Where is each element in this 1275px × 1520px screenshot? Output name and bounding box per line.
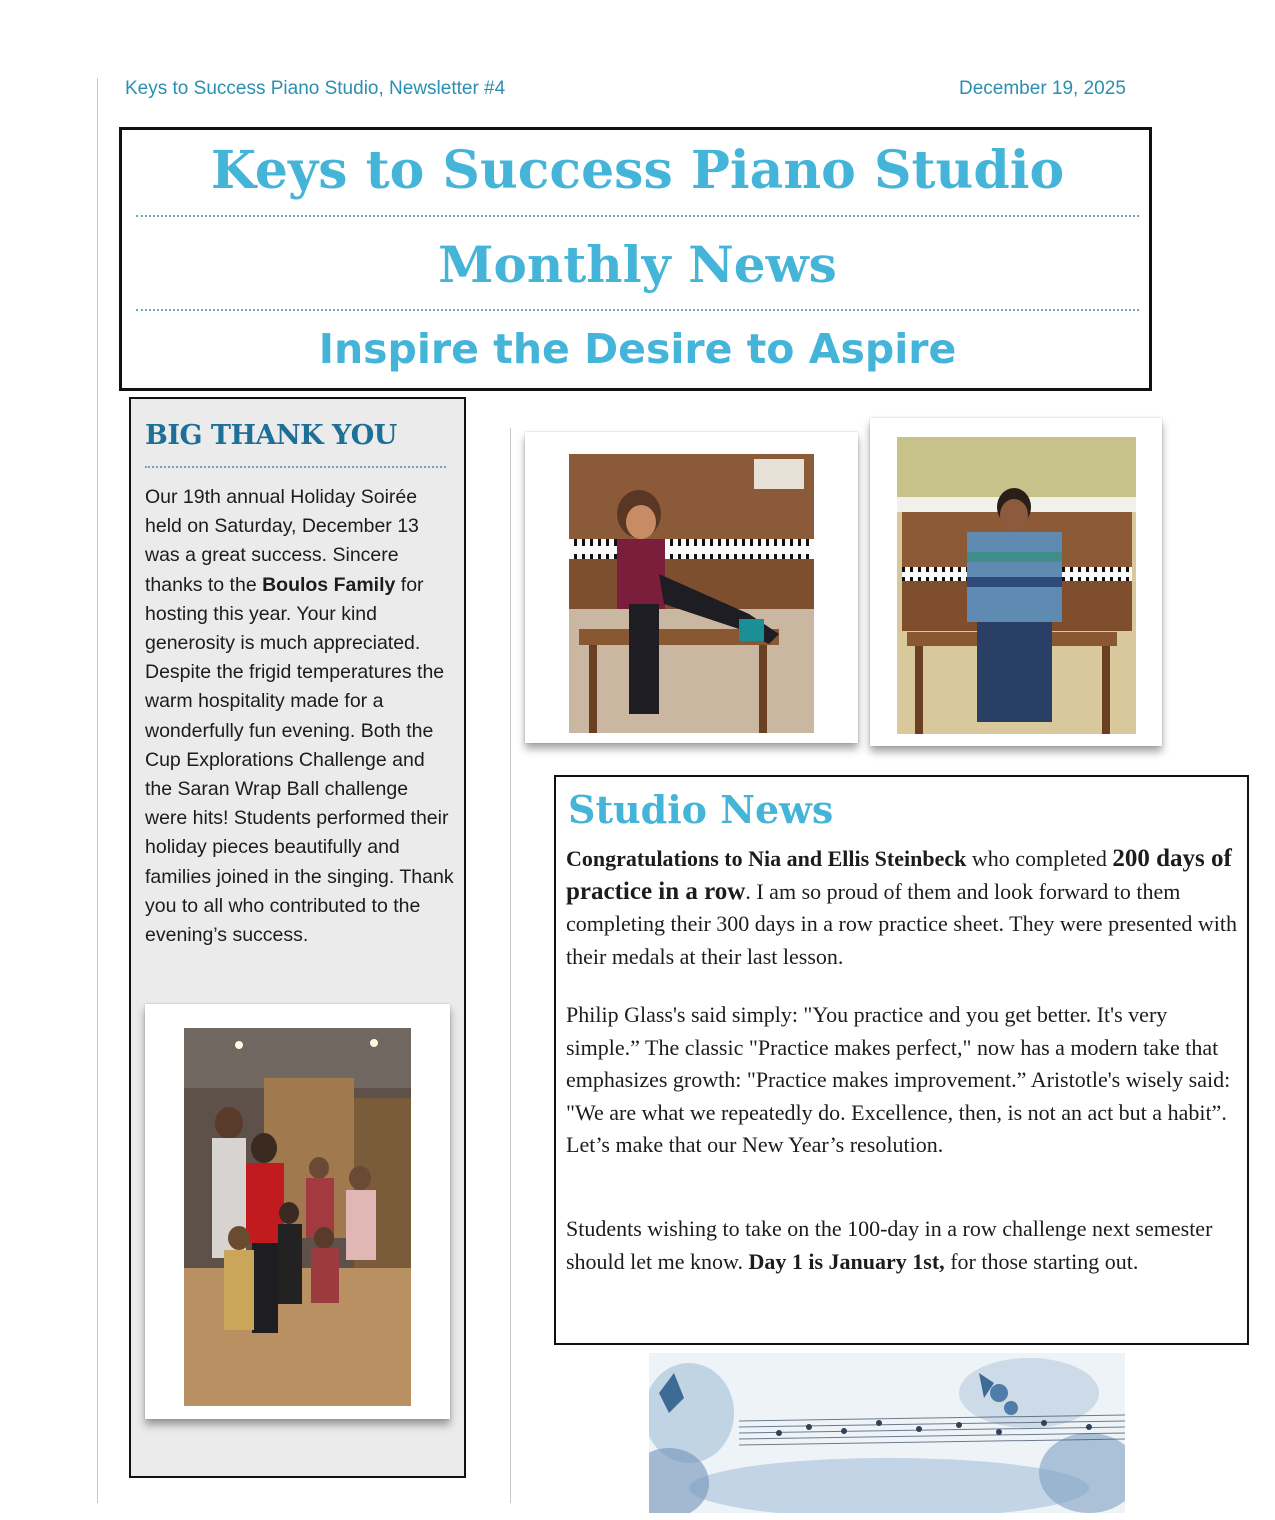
- ellis-photo: [870, 418, 1162, 746]
- day-one-date: Day 1 is January 1st,: [748, 1248, 945, 1274]
- group-photo-image: [184, 1028, 411, 1406]
- newsletter-date: December 19, 2025: [959, 78, 1126, 99]
- nia-photo-image: [569, 454, 814, 733]
- studio-news-title: Studio News: [568, 787, 834, 832]
- masthead-title: Keys to Success Piano Studio: [210, 140, 1065, 201]
- column-divider-line: [510, 428, 511, 1503]
- newsletter-label: Keys to Success Piano Studio, Newsletter #4: [125, 78, 506, 99]
- practice-streak: 200 days of practice in a row: [566, 845, 1232, 905]
- masthead-tagline: Inspire the Desire to Aspire: [318, 325, 957, 373]
- congrats-names: Congratulations to Nia and Ellis Steinbeck: [566, 846, 967, 871]
- nia-photo: [525, 432, 858, 743]
- left-margin-line: [97, 78, 98, 1503]
- studio-news-paragraph-2: Philip Glass's said simply: "You practice and you get better. It's very simple.” The classic "Practice makes perfect," now has a modern take that emphasizes growth: "Practice makes improvement.” Aristotle's wisely said: "We are what we repeatedly do. Excellence, then, is not an act but a habit”. Let’s make that our New Year’s resolution.: [566, 1002, 1231, 1158]
- host-family-name: Boulos Family: [262, 573, 396, 596]
- masthead-divider-1: [136, 215, 1139, 217]
- music-banner: [649, 1353, 1125, 1513]
- studio-news-paragraph-1: Congratulations to Nia and Ellis Steinbeck who completed 200 days of practice in a row. I am so proud of them and look forward to them completing their 300 days in a row practice sheet. They were presented with their medals at their last lesson.: [566, 845, 1237, 969]
- masthead-divider-2: [136, 309, 1139, 311]
- sidebar-text: Our 19th annual Holiday Soirée held on Saturday, December 13 was a great success. Sincere thanks to the Boulos Family for hosting this year. Your kind generosity is much appreciated. Despite the frigid temperatures the warm hospitality made for a wonderfully fun evening. Both the Cup Explorations Challenge and the Saran Wrap Ball challenge were hits! Students performed their holiday pieces beautifully and families joined in the singing. Thank you to all who contributed to the evening’s success.: [145, 486, 454, 947]
- music-staff-illustration: [649, 1353, 1125, 1513]
- masthead-subtitle: Monthly News: [438, 235, 837, 294]
- sidebar-title: BIG THANK YOU: [145, 420, 397, 451]
- ellis-photo-image: [897, 437, 1136, 734]
- studio-news-paragraph-3: Students wishing to take on the 100-day in a row challenge next semester should let me know. Day 1 is January 1st, for those starting out.: [566, 1216, 1213, 1274]
- sidebar-divider: [145, 466, 446, 468]
- group-photo: [145, 1004, 450, 1419]
